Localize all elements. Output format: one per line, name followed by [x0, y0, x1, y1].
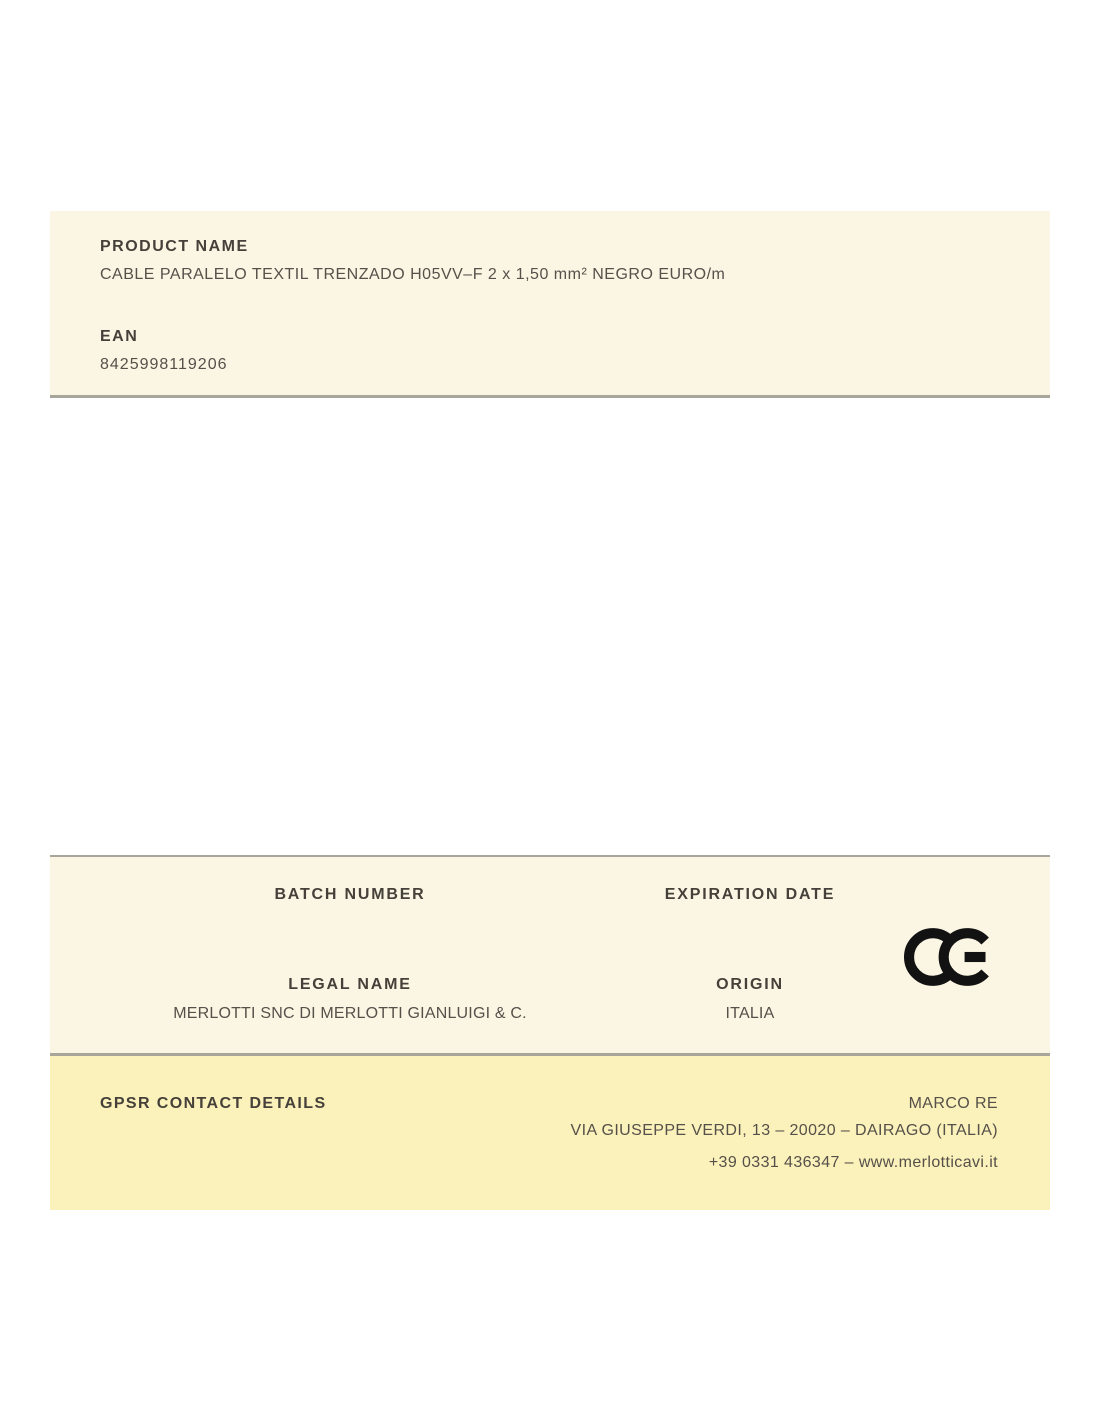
origin-value: ITALIA: [725, 1005, 775, 1022]
gpsr-contact-panel: [50, 1056, 1050, 1210]
ean-label: EAN: [100, 328, 139, 345]
gpsr-contact-row: [100, 1094, 998, 1114]
legal-name-value: MERLOTTI SNC DI MERLOTTI GIANLUIGI & C.: [173, 1005, 527, 1022]
expiration-origin-column: [550, 857, 950, 1053]
ean-field: [100, 327, 1000, 375]
contact-name: MARCO RE: [908, 1095, 998, 1112]
ce-mark-icon: [904, 923, 992, 991]
batch-legal-column: [150, 857, 550, 1053]
gpsr-contact-label: GPSR CONTACT DETAILS: [100, 1095, 327, 1112]
product-name-label: PRODUCT NAME: [100, 238, 249, 255]
legal-name-label: LEGAL NAME: [288, 976, 412, 993]
origin-label: ORIGIN: [716, 976, 784, 993]
contact-address: VIA GIUSEPPE VERDI, 13 – 20020 – DAIRAGO (ITALIA): [570, 1122, 998, 1139]
ean-value: 8425998119206: [100, 356, 228, 373]
batch-info-panel: [50, 855, 1050, 1056]
batch-number-value-slot: [150, 905, 550, 975]
product-info-panel: [50, 211, 1050, 398]
expiration-date-label: EXPIRATION DATE: [664, 886, 836, 903]
product-name-value: CABLE PARALELO TEXTIL TRENZADO H05VV–F 2 x 1,50 mm² NEGRO EURO/m: [100, 266, 726, 283]
contact-phone-website: +39 0331 436347 – www.merlotticavi.it: [708, 1154, 998, 1171]
expiration-date-value-slot: [550, 905, 950, 975]
product-name-field: [100, 237, 1000, 285]
batch-number-label: BATCH NUMBER: [274, 886, 426, 903]
